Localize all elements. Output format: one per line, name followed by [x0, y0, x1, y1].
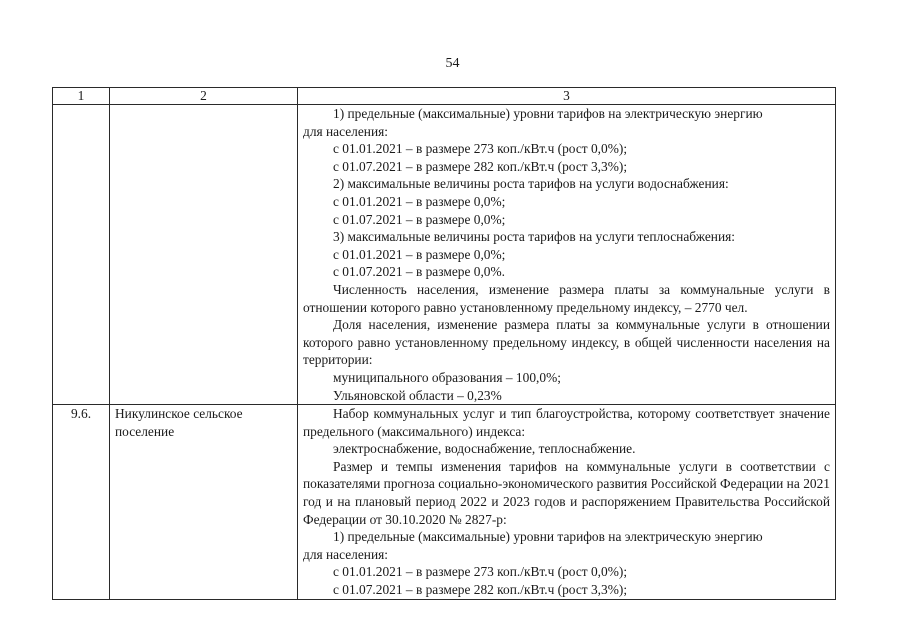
content-paragraph: Численность населения, изменение размера платы за коммунальные услуги в отношении которого равно установленному предельному индексу, – 2770 чел. [303, 281, 830, 315]
content-paragraph: электроснабжение, водоснабжение, теплоснабжение. [333, 441, 636, 457]
content-paragraphs [303, 405, 830, 599]
content-paragraph: с 01.01.2021 – в размере 0,0%; [333, 246, 506, 262]
row-name-cell [110, 105, 298, 405]
content-paragraph: 1) предельные (максимальные) уровни тарифов на электрическую энергию [333, 106, 763, 121]
content-paragraph: муниципального образования – 100,0%; [333, 369, 561, 385]
content-paragraph: с 01.07.2021 – в размере 0,0%; [333, 211, 506, 227]
row-content-cell [298, 405, 836, 600]
content-paragraph: с 01.07.2021 – в размере 282 коп./кВт.ч (рост 3,3%); [333, 158, 628, 174]
content-paragraphs [303, 105, 830, 404]
row-number: 9.6. [53, 405, 110, 600]
column-header-1: 1 [53, 88, 110, 105]
content-paragraph: для населения: [303, 546, 388, 562]
table-header-row [53, 88, 836, 105]
document-table [52, 87, 836, 600]
content-paragraph: с 01.01.2021 – в размере 0,0%; [333, 193, 506, 209]
content-paragraph: с 01.01.2021 – в размере 273 коп./кВт.ч (рост 0,0%); [333, 141, 628, 157]
content-paragraph: для населения: [303, 123, 388, 139]
content-paragraph: 1) предельные (максимальные) уровни тарифов на электрическую энергию [333, 529, 763, 545]
content-paragraph: 3) максимальные величины роста тарифов на услуги теплоснабжения: [333, 229, 735, 245]
row-settlement-name: Никулинское сельское поселение [110, 405, 298, 600]
row-number-cell [53, 105, 110, 405]
column-header-3: 3 [298, 88, 836, 105]
content-paragraph: Ульяновской области – 0,23% [333, 387, 502, 403]
row-content-cell [298, 105, 836, 405]
page-number: 54 [445, 56, 460, 71]
content-paragraph: Набор коммунальных услуг и тип благоустройства, которому соответствует значение предельного (максимального) индекса: [303, 406, 830, 439]
content-paragraph: с 01.01.2021 – в размере 273 коп./кВт.ч (рост 0,0%); [333, 564, 628, 580]
table-row-9-6 [53, 405, 836, 600]
content-paragraph: 2) максимальные величины роста тарифов на услуги водоснабжения: [333, 176, 729, 192]
content-paragraph: с 01.07.2021 – в размере 282 коп./кВт.ч (рост 3,3%); [333, 582, 628, 598]
column-header-2: 2 [110, 88, 298, 105]
content-paragraph: с 01.07.2021 – в размере 0,0%. [333, 264, 505, 280]
table-row-continued [53, 105, 836, 405]
content-paragraph: Доля населения, изменение размера платы за коммунальные услуги в отношении которого равно установленному предельному индексу, в общей численности населения на территории: [303, 317, 830, 368]
content-paragraph: Размер и темпы изменения тарифов на коммунальные услуги в соответствии с показателями прогноза социально-экономического развития Российской Федерации на 2021 год и на плановый период 2022 и 2023 годов и распоряжением Правительства Российской Федерации от 30.10.2020 № 2827-р: [303, 458, 830, 527]
